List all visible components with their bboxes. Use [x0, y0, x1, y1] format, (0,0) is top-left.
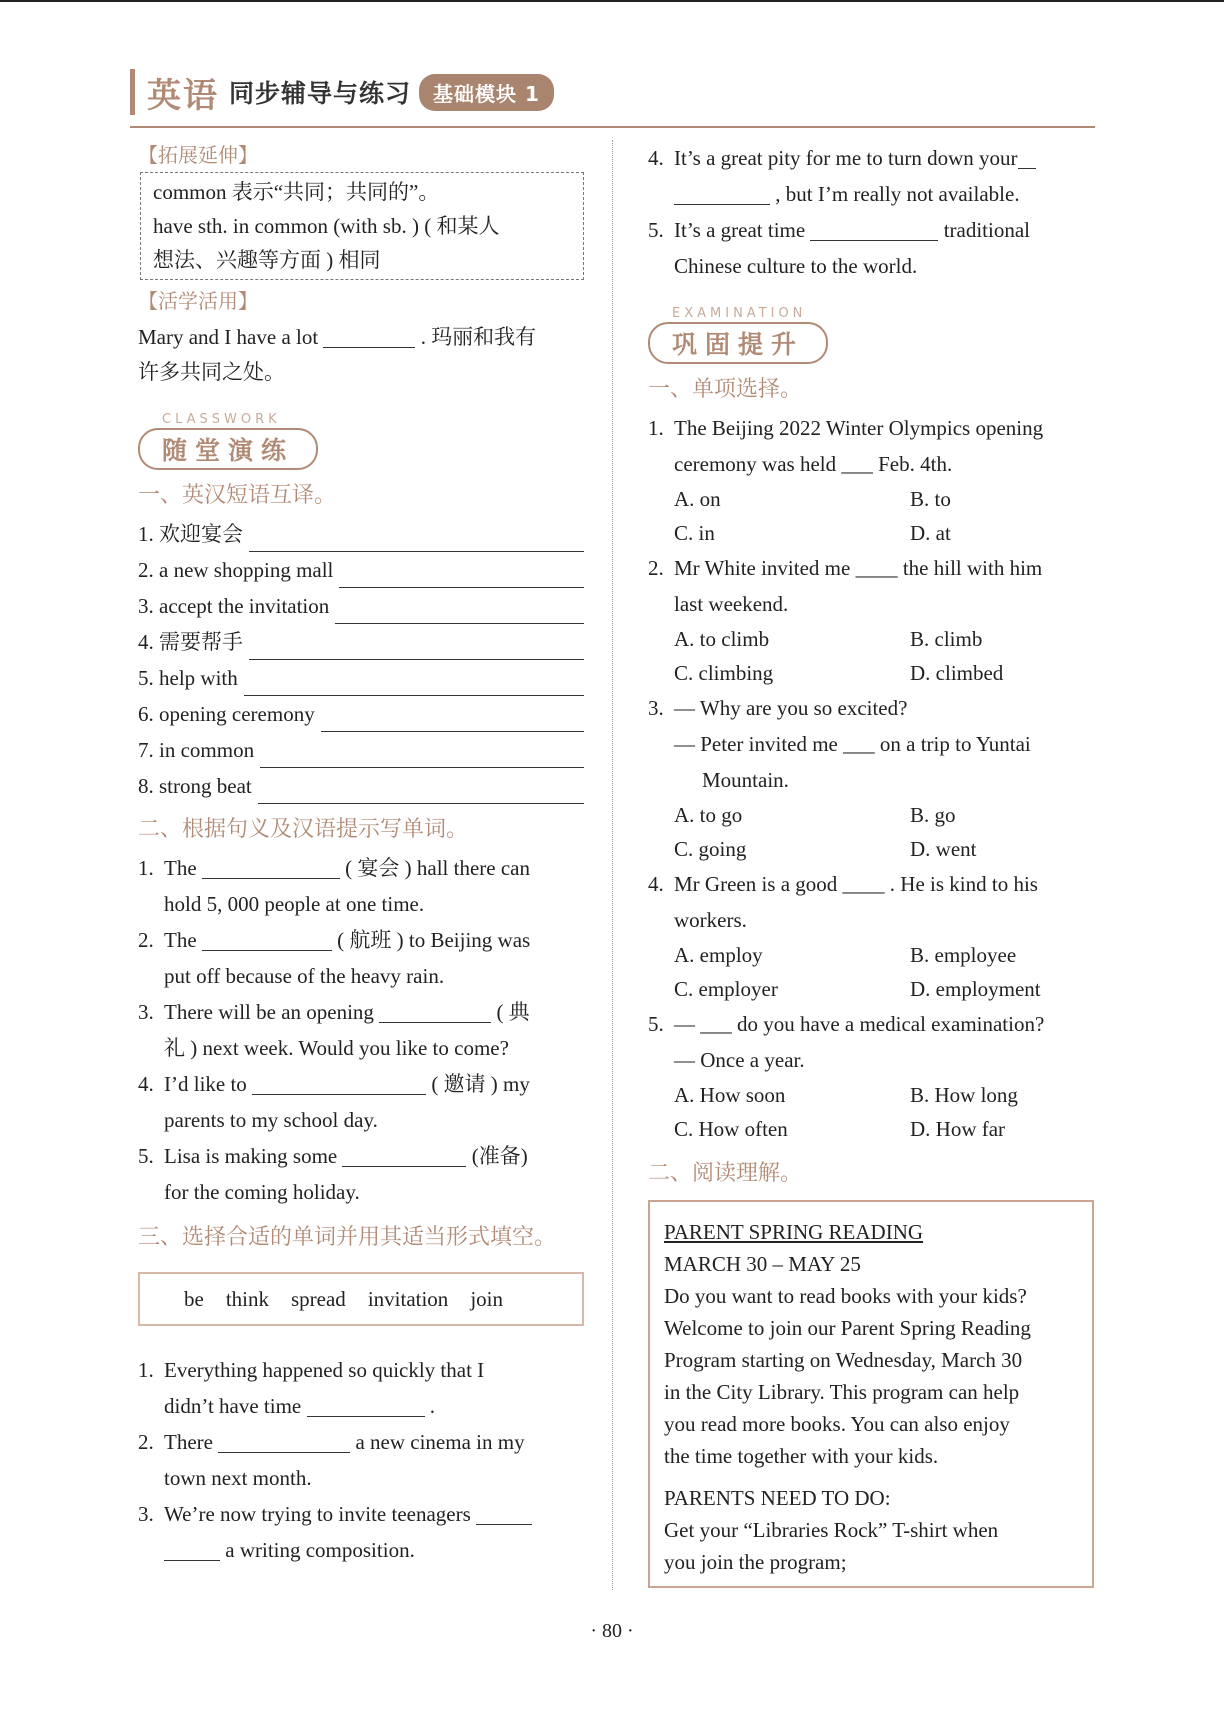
reading-line: you join the program; — [664, 1550, 847, 1574]
answer-blank[interactable] — [379, 998, 491, 1023]
option[interactable]: C. employer — [674, 977, 778, 1001]
list-item: 2. a new shopping mall — [138, 552, 584, 588]
question: 5. Lisa is making some (准备) for the coming holiday. — [138, 1144, 528, 1204]
answer-blank[interactable] — [202, 926, 332, 951]
word-bank — [138, 1272, 584, 1326]
apply-text-a: Mary and I have a lot — [138, 325, 324, 349]
option[interactable]: A. to climb — [674, 627, 770, 651]
answer-blank[interactable] — [674, 180, 770, 205]
mc-question: 3. — Why are you so excited? — Peter invited me ___ on a trip to Yuntai Mountain. A. to go B. go C. going D. went — [648, 690, 1094, 866]
answer-blank[interactable] — [218, 1428, 350, 1453]
section-1-title: 一、英汉短语互译。 — [138, 483, 337, 508]
phrase-list — [138, 516, 584, 804]
option[interactable]: D. employment — [910, 977, 1041, 1001]
question: 5. It’s a great time traditional Chinese culture to the world. — [648, 218, 1031, 278]
answer-blank[interactable] — [321, 705, 584, 732]
word-bank-item: spread — [291, 1286, 346, 1311]
option[interactable]: C. climbing — [674, 661, 774, 685]
reading-line: Get your “Libraries Rock” T-shirt when — [664, 1518, 999, 1542]
reading-line: Program starting on Wednesday, March 30 — [664, 1348, 1023, 1372]
list-item: 1. 欢迎宴会 — [138, 516, 584, 552]
question: 2. The ( 航班 ) to Beijing was put off because of the heavy rain. — [138, 928, 531, 988]
classwork-cn: 随堂演练 — [138, 428, 318, 470]
list-item: 3. accept the invitation — [138, 588, 584, 624]
apply-text-c: 许多共同之处。 — [138, 360, 285, 384]
answer-blank[interactable] — [249, 525, 584, 552]
apply-text-b: . 玛丽和我有 — [415, 325, 537, 349]
option[interactable]: C. going — [674, 837, 747, 861]
option[interactable]: A. to go — [674, 803, 743, 827]
answer-blank[interactable] — [335, 597, 584, 624]
mc-section-title: 一、单项选择。 — [648, 377, 803, 402]
note-line: have sth. in common (with sb. ) ( 和某人 — [153, 214, 500, 238]
answer-blank[interactable] — [244, 669, 584, 696]
left-column — [138, 140, 584, 1568]
examination-label — [648, 306, 838, 366]
header-accent-bar — [130, 69, 135, 115]
mc-question: 1. The Beijing 2022 Winter Olympics opening ceremony was held ___ Feb. 4th. A. on B. to C. in D. at — [648, 410, 1094, 550]
note-line: 想法、兴趣等方面 ) 相同 — [153, 248, 381, 272]
apply-sentence — [138, 320, 584, 390]
answer-blank[interactable] — [260, 741, 584, 768]
question: 1. Everything happened so quickly that I didn’t have time . — [138, 1358, 485, 1418]
question: 4. I’d like to ( 邀请 ) my parents to my school day. — [138, 1072, 530, 1132]
reading-passage-box — [648, 1200, 1094, 1588]
option[interactable]: B. How long — [910, 1083, 1018, 1107]
header-module-badge: 基础模块 1 — [419, 74, 554, 111]
page-header — [130, 66, 554, 118]
reading-date: MARCH 30 – MAY 25 — [664, 1252, 861, 1276]
examination-cn: 巩固提升 — [648, 322, 828, 364]
answer-blank[interactable] — [810, 216, 938, 241]
option[interactable]: C. in — [674, 521, 715, 545]
column-divider — [612, 140, 613, 1590]
expand-tag: 【拓展延伸】 — [138, 143, 258, 167]
answer-blank[interactable] — [164, 1536, 220, 1561]
question: 4. It’s a great pity for me to turn down your , but I’m really not available. — [648, 140, 1094, 212]
section-3-title: 三、选择合适的单词并用其适当形式填空。 — [138, 1225, 557, 1250]
header-subject: 英语 — [147, 75, 219, 116]
word-bank-item: invitation — [367, 1286, 449, 1311]
answer-blank[interactable] — [252, 1070, 426, 1095]
reading-line: Do you want to read books with your kids? — [664, 1284, 1027, 1308]
question: 1. The ( 宴会 ) hall there can hold 5, 000 people at one time. — [138, 856, 530, 916]
option[interactable]: A. on — [674, 487, 721, 511]
mc-question: 2. Mr White invited me ____ the hill with him last weekend. A. to climb B. climb C. climbing D. climbed — [648, 550, 1094, 690]
mc-question: 5. — ___ do you have a medical examination? — Once a year. A. How soon B. How long C. How often D. How far — [648, 1006, 1094, 1146]
list-item: 6. opening ceremony — [138, 696, 584, 732]
note-line: common 表示“共同；共同的”。 — [153, 180, 440, 204]
list-item: 5. help with — [138, 660, 584, 696]
expand-note-box — [140, 172, 584, 280]
question: 3. There will be an opening ( 典 礼 ) next week. Would you like to come? — [138, 1000, 530, 1060]
answer-blank[interactable] — [342, 1142, 466, 1167]
answer-blank[interactable] — [307, 1392, 425, 1417]
answer-blank[interactable] — [323, 323, 415, 348]
question: 2. There a new cinema in my town next month. — [138, 1430, 525, 1490]
reading-line: Welcome to join our Parent Spring Reading — [664, 1316, 1031, 1340]
answer-blank[interactable] — [202, 854, 340, 879]
option[interactable]: B. to — [910, 487, 951, 511]
list-item: 4. 需要帮手 — [138, 624, 584, 660]
header-rule — [130, 126, 1095, 128]
question: 3. We’re now trying to invite teenagers a writing composition. — [138, 1496, 584, 1568]
answer-blank[interactable] — [1018, 144, 1036, 169]
answer-blank[interactable] — [339, 561, 584, 588]
list-item: 8. strong beat — [138, 768, 584, 804]
option[interactable]: B. go — [910, 803, 956, 827]
reading-line: in the City Library. This program can help — [664, 1380, 1020, 1404]
option[interactable]: D. How far — [910, 1117, 1006, 1141]
reading-line: you read more books. You can also enjoy — [664, 1412, 1010, 1436]
reading-subheading: PARENTS NEED TO DO: — [664, 1486, 891, 1510]
option[interactable]: A. employ — [674, 943, 763, 967]
mc-question: 4. Mr Green is a good ____ . He is kind to his workers. A. employ B. employee C. employer D. employment — [648, 866, 1094, 1006]
option[interactable]: B. climb — [910, 627, 983, 651]
option[interactable]: C. How often — [674, 1117, 788, 1141]
answer-blank[interactable] — [476, 1500, 532, 1525]
classwork-label — [138, 412, 328, 472]
classwork-en: CLASSWORK — [162, 412, 281, 427]
option[interactable]: D. at — [910, 521, 951, 545]
answer-blank[interactable] — [258, 777, 584, 804]
option[interactable]: A. How soon — [674, 1083, 786, 1107]
header-book-title: 同步辅导与练习 — [229, 79, 412, 108]
apply-tag: 【活学活用】 — [138, 289, 258, 313]
examination-en: EXAMINATION — [672, 306, 807, 321]
list-item: 7. in common — [138, 732, 584, 768]
top-border — [0, 0, 1224, 2]
word-bank-item: join — [470, 1286, 503, 1311]
option[interactable]: D. climbed — [910, 661, 1004, 685]
reading-title: PARENT SPRING READING — [664, 1220, 924, 1244]
reading-section-title: 二、阅读理解。 — [648, 1161, 803, 1186]
reading-line: the time together with your kids. — [664, 1444, 939, 1468]
word-bank-item: be — [184, 1286, 204, 1311]
section-2-title: 二、根据句义及汉语提示写单词。 — [138, 817, 469, 842]
answer-blank[interactable] — [249, 633, 584, 660]
right-column — [648, 140, 1094, 1588]
word-bank-item: think — [225, 1286, 269, 1311]
page-number: · 80 · — [590, 1620, 634, 1642]
option[interactable]: B. employee — [910, 943, 1017, 967]
option[interactable]: D. went — [910, 837, 977, 861]
